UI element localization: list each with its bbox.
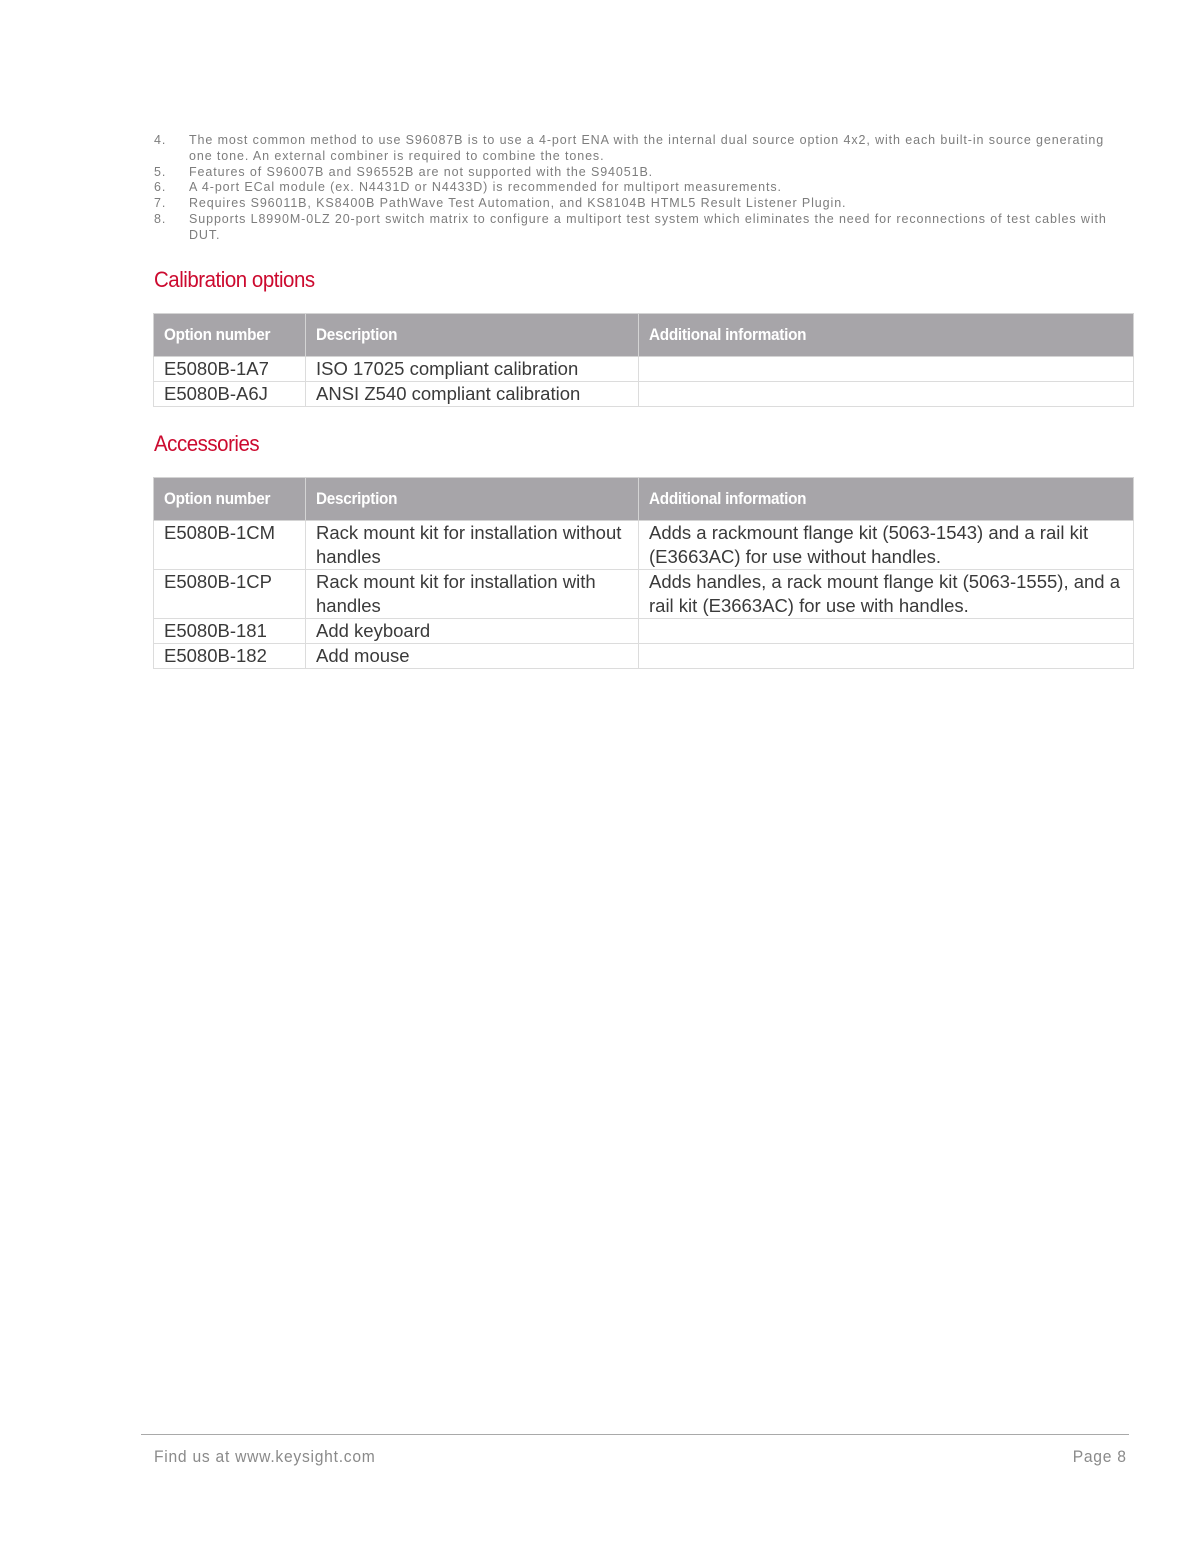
footnote-item	[154, 212, 1119, 244]
accessories-table	[153, 477, 1134, 669]
header-label: Additional information	[649, 489, 807, 508]
header-label: Option number	[164, 325, 271, 344]
footnote-text: Requires S96011B, KS8400B PathWave Test Automation, and KS8104B HTML5 Result Listener Plugin.	[189, 196, 847, 211]
footnote-item	[154, 196, 1119, 212]
header-label: Description	[316, 489, 398, 508]
page-number: Page 8	[1073, 1447, 1127, 1466]
footnote-number: 4.	[154, 133, 167, 147]
column-header-additional-info	[639, 478, 1134, 521]
footnote-number: 5.	[154, 164, 167, 179]
option-number-cell: E5080B-1CM	[154, 521, 306, 570]
accessories-heading: Accessories	[154, 431, 260, 456]
additional-info-cell: Adds a rackmount flange kit (5063-1543) and a rail kit (E3663AC) for use without handles.	[639, 521, 1134, 570]
footnote-text: The most common method to use S96087B is to use a 4-port ENA with the internal dual source option 4x2, with each built-in source generating one tone. An external combiner is required to combine the tones.	[189, 133, 1105, 163]
header-label: Description	[316, 325, 398, 344]
table-row	[154, 357, 1134, 382]
footnote-text: Supports L8990M-0LZ 20-port switch matrix to configure a multiport test system which eliminates the need for reconnections of test cables with DUT.	[189, 211, 1107, 242]
table-header-row	[154, 478, 1134, 521]
column-header-additional-info	[639, 314, 1134, 357]
footer-website-link[interactable]: Find us at www.keysight.com	[154, 1447, 376, 1466]
description-cell: Rack mount kit for installation with handles	[306, 570, 639, 619]
table-row	[154, 382, 1134, 407]
table-header-row	[154, 314, 1134, 357]
footnote-number: 8.	[154, 211, 167, 226]
additional-info-cell	[639, 357, 1134, 382]
option-number-cell: E5080B-A6J	[154, 382, 306, 407]
table-row	[154, 521, 1134, 570]
option-number-cell: E5080B-181	[154, 619, 306, 644]
description-cell: ANSI Z540 compliant calibration	[306, 382, 639, 407]
column-header-description	[306, 478, 639, 521]
description-cell: Add keyboard	[306, 619, 639, 644]
additional-info-cell	[639, 644, 1134, 669]
additional-info-cell	[639, 619, 1134, 644]
header-label: Option number	[164, 489, 271, 508]
description-cell: Add mouse	[306, 644, 639, 669]
column-header-option-number	[154, 314, 306, 357]
footnote-text: Features of S96007B and S96552B are not supported with the S94051B.	[189, 164, 654, 179]
table-row	[154, 619, 1134, 644]
footnote-item	[154, 165, 1119, 181]
calibration-options-table	[153, 313, 1134, 407]
additional-info-cell	[639, 382, 1134, 407]
description-cell: Rack mount kit for installation without handles	[306, 521, 639, 570]
option-number-cell: E5080B-182	[154, 644, 306, 669]
calibration-options-heading: Calibration options	[154, 267, 315, 292]
footnote-number: 6.	[154, 180, 167, 195]
footnote-item	[154, 133, 1119, 165]
column-header-option-number	[154, 478, 306, 521]
footnote-text: A 4-port ECal module (ex. N4431D or N4433D) is recommended for multiport measurements.	[189, 180, 782, 195]
description-cell: ISO 17025 compliant calibration	[306, 357, 639, 382]
footnote-item	[154, 180, 1119, 196]
footnote-number: 7.	[154, 196, 167, 211]
additional-info-cell: Adds handles, a rack mount flange kit (5063-1555), and a rail kit (E3663AC) for use with handles.	[639, 570, 1134, 619]
header-label: Additional information	[649, 325, 807, 344]
footer-divider	[141, 1434, 1129, 1435]
option-number-cell: E5080B-1CP	[154, 570, 306, 619]
table-row	[154, 570, 1134, 619]
table-row	[154, 644, 1134, 669]
option-number-cell: E5080B-1A7	[154, 357, 306, 382]
footnotes-list	[154, 133, 1119, 244]
column-header-description	[306, 314, 639, 357]
